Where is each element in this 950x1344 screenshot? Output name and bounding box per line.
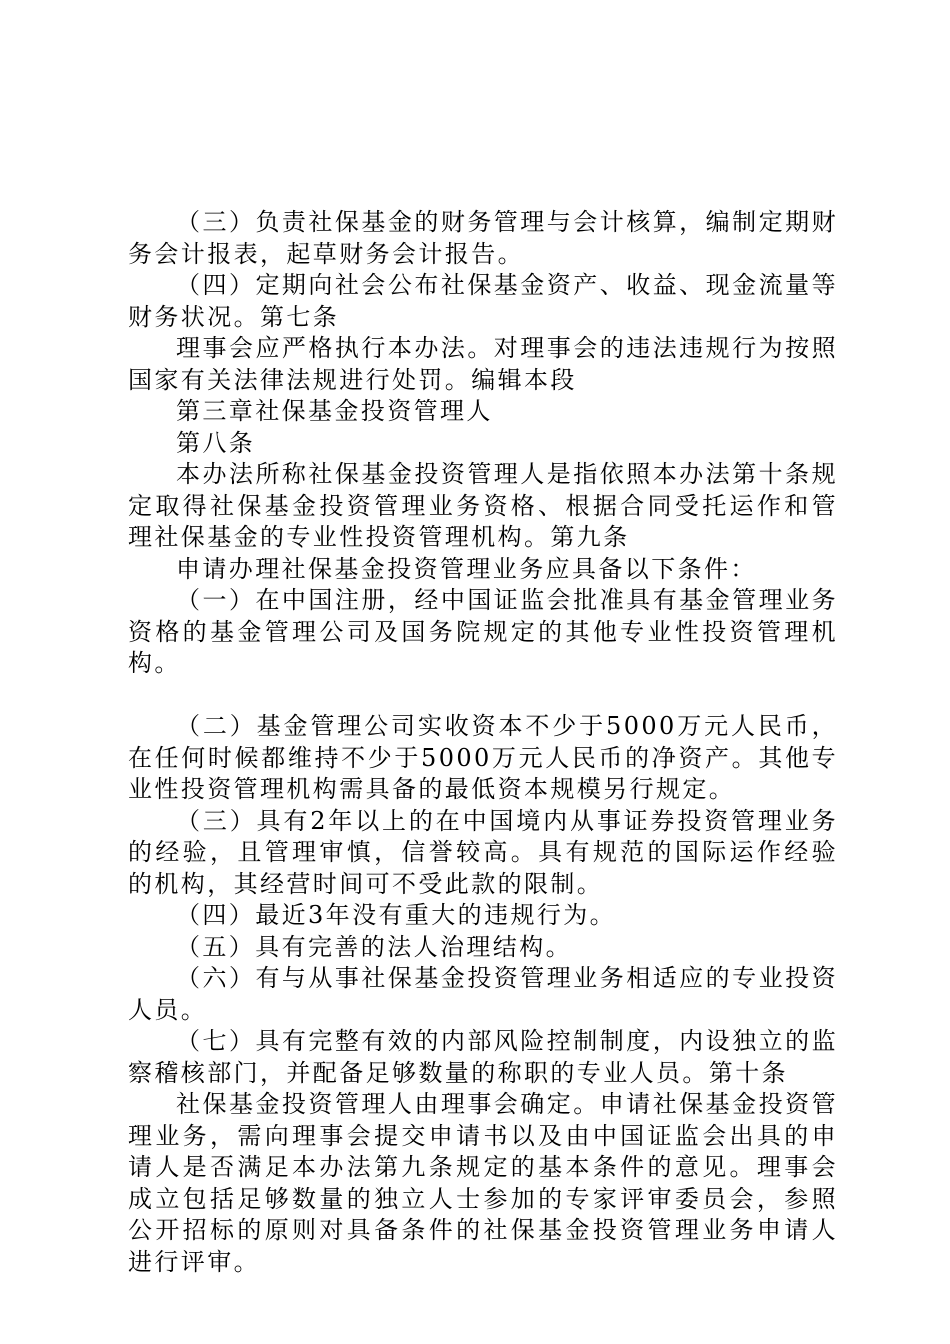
blank-line [128,680,838,712]
condition-6: （六）有与从事社保基金投资管理业务相适应的专业投资人员。 [128,964,838,1024]
paragraph-article-7: 理事会应严格执行本办法。对理事会的违法违规行为按照国家有关法律法规进行处罚。编辑本段 [128,334,838,394]
document-body [128,207,838,1278]
paragraph-article-9-intro: 申请办理社保基金投资管理业务应具备以下条件： [176,554,757,583]
condition-7: （七）具有完整有效的内部风险控制制度，内设独立的监察稽核部门，并配备足够数量的称职的专业人员。第十条 [128,1027,838,1087]
paragraph-article-8: 本办法所称社保基金投资管理人是指依照本办法第十条规定取得社保基金投资管理业务资格、根据合同受托运作和管理社保基金的专业性投资管理机构。第九条 [128,460,838,551]
condition-5: （五）具有完善的法人治理结构。 [176,932,572,961]
article-8-heading: 第八条 [176,428,256,457]
chapter-heading: 第三章社保基金投资管理人 [176,397,493,425]
paragraph-article-10: 社保基金投资管理人由理事会确定。申请社保基金投资管理业务，需向理事会提交申请书以及由中国证监会出具的申请人是否满足本办法第九条规定的基本条件的意见。理事会成立包括足够数量的独立人士参加的专家评审委员会，参照公开招标的原则对具备条件的社保基金投资管理业务申请人进行评审。 [128,1090,838,1276]
paragraph-publish-status: （四）定期向社会公布社保基金资产、收益、现金流量等财务状况。第七条 [128,271,838,331]
condition-2: （二）基金管理公司实收资本不少于5000万元人民币，在任何时候都维持不少于5000万元人民币的净资产。其他专业性投资管理机构需具备的最低资本规模另行规定。 [128,712,838,803]
condition-1: （一）在中国注册，经中国证监会批准具有基金管理业务资格的基金管理公司及国务院规定的其他专业性投资管理机构。 [128,586,838,677]
condition-4: （四）最近3年没有重大的违规行为。 [176,901,617,929]
condition-3: （三）具有2年以上的在中国境内从事证券投资管理业务的经验，且管理审慎，信誉较高。具有规范的国际运作经验的机构，其经营时间可不受此款的限制。 [128,806,838,898]
paragraph-finance-duty: （三）负责社保基金的财务管理与会计核算，编制定期财务会计报表，起草财务会计报告。 [128,208,838,268]
